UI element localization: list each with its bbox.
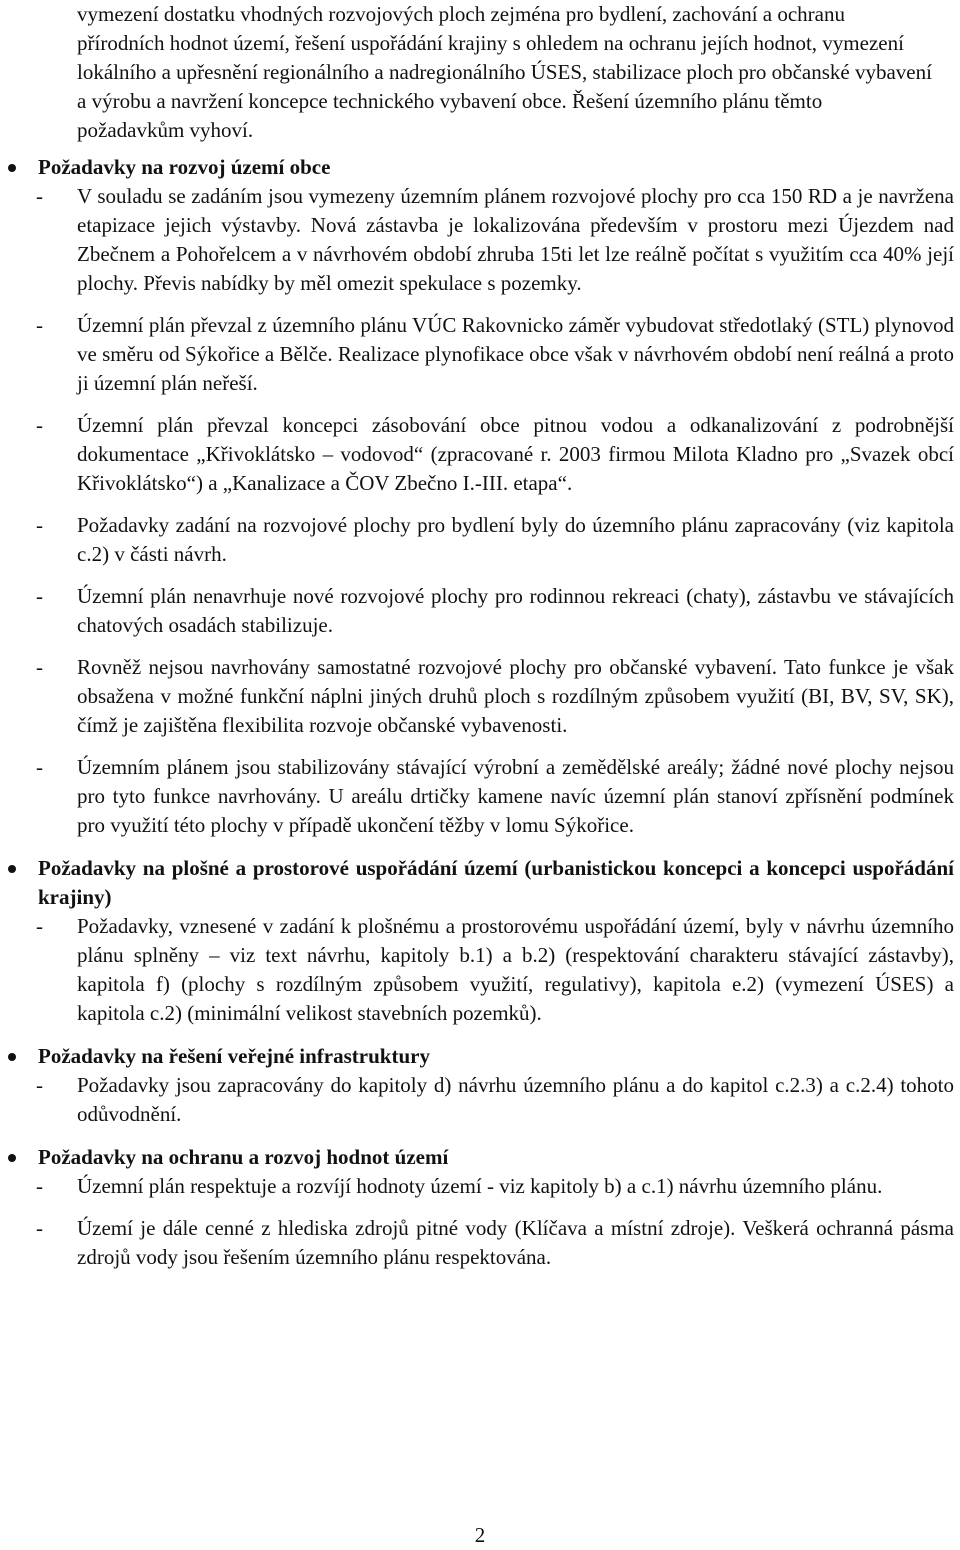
bullet-icon: [8, 865, 16, 873]
intro-paragraph: vymezení dostatku vhodných rozvojových ploch zejména pro bydlení, zachování a ochranu přírodních hodnot území, řešení uspořádání krajiny s ohledem na ochranu jejích hodnot, vymezení lokálního a upřesnění regionálního a nadregionálního ÚSES, stabilizace ploch pro občanské vybavení a výrobu a navržení koncepce technického vybavení obce. Řešení územního plánu těmto požadavkům vyhoví.: [77, 2, 932, 142]
dash-marker: -: [36, 184, 43, 208]
dash-marker: -: [36, 1174, 43, 1198]
dash-marker: -: [36, 413, 43, 437]
bullet-icon: [8, 164, 16, 172]
section-heading: Požadavky na rozvoj území obce: [0, 153, 954, 182]
dash-marker: -: [36, 755, 43, 779]
section-heading: Požadavky na plošné a prostorové uspořádání území (urbanistickou koncepci a koncepci uspořádání krajiny): [0, 854, 954, 912]
section-heading: Požadavky na řešení veřejné infrastruktury: [0, 1042, 954, 1071]
page-number: 2: [474, 1523, 486, 1547]
list-item: - Území je dále cenné z hlediska zdrojů pitné vody (Klíčava a místní zdroje). Veškerá ochranná pásma zdrojů vody jsou řešením územního plánu respektována.: [36, 1216, 954, 1269]
section-hodnoty: [0, 1143, 960, 1272]
list-item: - Požadavky jsou zapracovány do kapitoly d) návrhu územního plánu a do kapitol c.2.3) a c.2.4) tohoto odůvodnění.: [36, 1073, 954, 1126]
dash-marker: -: [36, 1216, 43, 1240]
list-item: - Rovněž nejsou navrhovány samostatné rozvojové plochy pro občanské vybavení. Tato funkce je však obsažena v možné funkční náplni jiných druhů ploch s rozdílným způsobem využití (BI, BV, SV, SK), čímž je zajištěna flexibilita rozvoje občanské vybavenosti.: [36, 655, 954, 737]
dash-marker: -: [36, 513, 43, 537]
list-item: - Územní plán respektuje a rozvíjí hodnoty území - viz kapitoly b) a c.1) návrhu územního plánu.: [77, 1172, 954, 1201]
bullet-icon: [8, 1053, 16, 1061]
section-usporadani: [0, 854, 960, 1028]
section-infrastruktura: [0, 1042, 960, 1129]
list-item: - V souladu se zadáním jsou vymezeny územním plánem rozvojové plochy pro cca 150 RD a je navržena etapizace jejich výstavby. Nová zástavba je lokalizována především v prostoru mezi Újezdem nad Zbečnem a Pohořelcem a v návrhovém období zhruba 15ti let lze reálně počítat s využitím cca 40% její plochy. Převis nabídky by měl omezit spekulace s pozemky.: [36, 184, 954, 295]
list-item: - Územní plán nenavrhuje nové rozvojové plochy pro rodinnou rekreaci (chaty), zástavbu ve stávajících chatových osadách stabilizuje.: [36, 584, 954, 637]
list-item: - Územní plán převzal koncepci zásobování obce pitnou vodou a odkanalizování z podrobnější dokumentace „Křivoklátsko – vodovod“ (zpracované r. 2003 firmou Milota Kladno pro „Svazek obcí Křivoklátsko“) a „Kanalizace a ČOV Zbečno I.-III. etapa“.: [36, 413, 954, 495]
list-item: - Požadavky zadání na rozvojové plochy pro bydlení byly do územního plánu zapracovány (viz kapitola c.2) v části návrh.: [36, 513, 954, 566]
section-heading: Požadavky na ochranu a rozvoj hodnot území: [0, 1143, 954, 1172]
dash-marker: -: [36, 1073, 43, 1097]
section-rozvoj: [0, 153, 960, 840]
list-item: - Požadavky, vznesené v zadání k plošnému a prostorovému uspořádání území, byly v návrhu územního plánu splněny – viz text návrhu, kapitoly b.1) a b.2) (respektování charakteru stávající zástavby), kapitola f) (plochy s rozdílným způsobem využití, regulativy), kapitola e.2) (vymezení ÚSES) a kapitola c.2) (minimální velikost stavebních pozemků).: [36, 914, 954, 1025]
list-item: - Územní plán převzal z územního plánu VÚC Rakovnicko záměr vybudovat středotlaký (STL) plynovod ve směru od Sýkořice a Bělče. Realizace plynofikace obce však v návrhovém období není reálná a proto ji územní plán neřeší.: [36, 313, 954, 395]
dash-marker: -: [36, 584, 43, 608]
dash-marker: -: [36, 313, 43, 337]
list-item: - Územním plánem jsou stabilizovány stávající výrobní a zemědělské areály; žádné nové plochy nejsou pro tyto funkce navrhovány. U areálu drtičky kamene navíc územní plán stanoví zpřísnění podmínek pro využití této plochy v případě ukončení těžby v lomu Sýkořice.: [36, 755, 954, 837]
dash-marker: -: [36, 914, 43, 938]
bullet-icon: [8, 1154, 16, 1162]
dash-marker: -: [36, 655, 43, 679]
